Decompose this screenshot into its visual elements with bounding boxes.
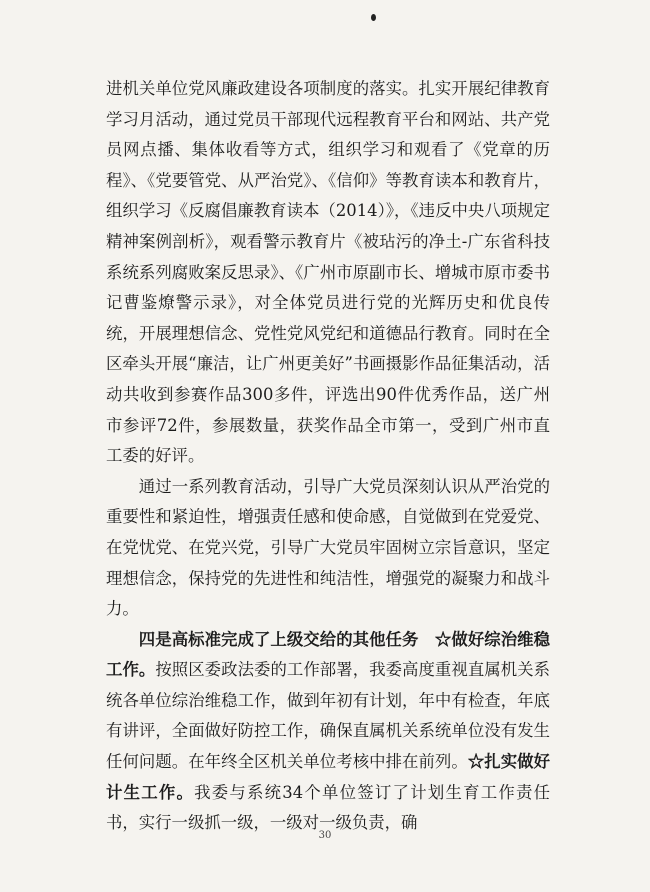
- body-text: [106, 74, 550, 839]
- paragraph-3-text-2: 我委与系统34个单位签订了计划生育工作责任书，实行一级抓一级，一级对一级负责，确: [106, 782, 550, 833]
- section-heading: 四是高标准完成了上级交给的其他任务: [138, 629, 419, 649]
- subheading-1: ☆做好综治维稳工作。: [106, 629, 551, 680]
- page-number: 30: [318, 830, 332, 841]
- paragraph-3: [106, 625, 550, 839]
- paragraph-1: 进机关单位党风廉政建设各项制度的落实。扎实开展纪律教育学习月活动，通过党员干部现代远程教育平台和网站、共产党员网点播、集体收看等方式，组织学习和观看了《党章的历程》、《党要管党、从严治党》、《信仰》等教育读本和教育片，组织学习《反腐倡廉教育读本（2014）》，《违反中央八项规定精神案例剖析》，观看警示教育片《被玷污的净土-广东省科技系统系列腐败案反思录》、《广州市原副市长、增城市原市委书记曹鉴燎警示录》，对全体党员进行党的光辉历史和优良传统，开展理想信念、党性党风党纪和道德品行教育。同时在全区牵头开展“廉洁，让广州更美好”书画摄影作品征集活动，活动共收到参赛作品300多件，评选出90件优秀作品，送广州市参评72件，参展数量，获奖作品全市第一，受到广州市直工委的好评。: [106, 79, 550, 466]
- subheading-2: ☆扎实做好计生工作。: [106, 752, 551, 802]
- paragraph-3-text-1: 按照区委政法委的工作部署，我委高度重视直属机关系统各单位综治维稳工作，做到年初有计划，年中有检查，年底有讲评，全面做好防控工作，确保直属机关系统单位没有发生任何问题。在年终全区机关单位考核中排在前列。: [106, 660, 551, 772]
- ink-dot: [371, 14, 376, 21]
- paragraph-2: 通过一系列教育活动，引导广大党员深刻认识从严治党的重要性和紧迫性，增强责任感和使命感，自觉做到在党爱党、在党忧党、在党兴党，引导广大党员牢固树立宗旨意识，坚定理想信念，保持党的先进性和纯洁性，增强党的凝聚力和战斗力。: [106, 476, 550, 619]
